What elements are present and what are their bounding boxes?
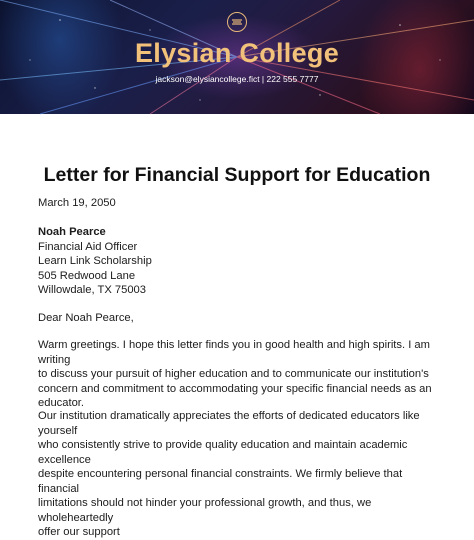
contact-line: jackson@elysiancollege.fict | 222 555 7777 — [155, 74, 319, 84]
paragraph-1-line: to discuss your pursuit of higher education and to communicate our institution's — [38, 368, 429, 380]
salutation: Dear Noah Pearce, — [38, 312, 134, 324]
paragraph-2-line: who consistently strive to provide quality education and maintain academic excellence — [38, 439, 408, 466]
letter-date: March 19, 2050 — [38, 197, 116, 209]
recipient-city: Willowdale, TX 75003 — [38, 284, 146, 296]
paragraph-2-line: limitations should not hinder your professional growth, and thus, we wholeheartedly — [38, 497, 372, 524]
paragraph-2-line: offer our support — [38, 526, 120, 538]
college-name: Elysian College — [134, 38, 340, 68]
college-emblem-icon — [227, 12, 247, 32]
paragraph-1 — [38, 338, 438, 411]
paragraph-1-line: educator. — [38, 397, 85, 409]
paragraph-2-line: Our institution dramatically appreciates the efforts of dedicated educators like yourself — [38, 410, 420, 437]
header-banner — [0, 0, 474, 114]
recipient-name: Noah Pearce — [38, 226, 106, 238]
recipient-street: 505 Redwood Lane — [38, 269, 136, 282]
recipient-position: Financial Aid Officer — [38, 240, 138, 253]
paragraph-2 — [38, 409, 438, 540]
recipient-organization: Learn Link Scholarship — [38, 255, 152, 267]
paragraph-1-line: concern and commitment to accommodating your specific financial needs as an — [38, 382, 432, 395]
paragraph-1-line: Warm greetings. I hope this letter finds you in good health and high spirits. I am writing — [38, 339, 430, 366]
paragraph-2-line: despite encountering personal financial constraints. We firmly believe that financial — [38, 468, 403, 495]
letter-title: Letter for Financial Support for Education — [43, 164, 431, 186]
